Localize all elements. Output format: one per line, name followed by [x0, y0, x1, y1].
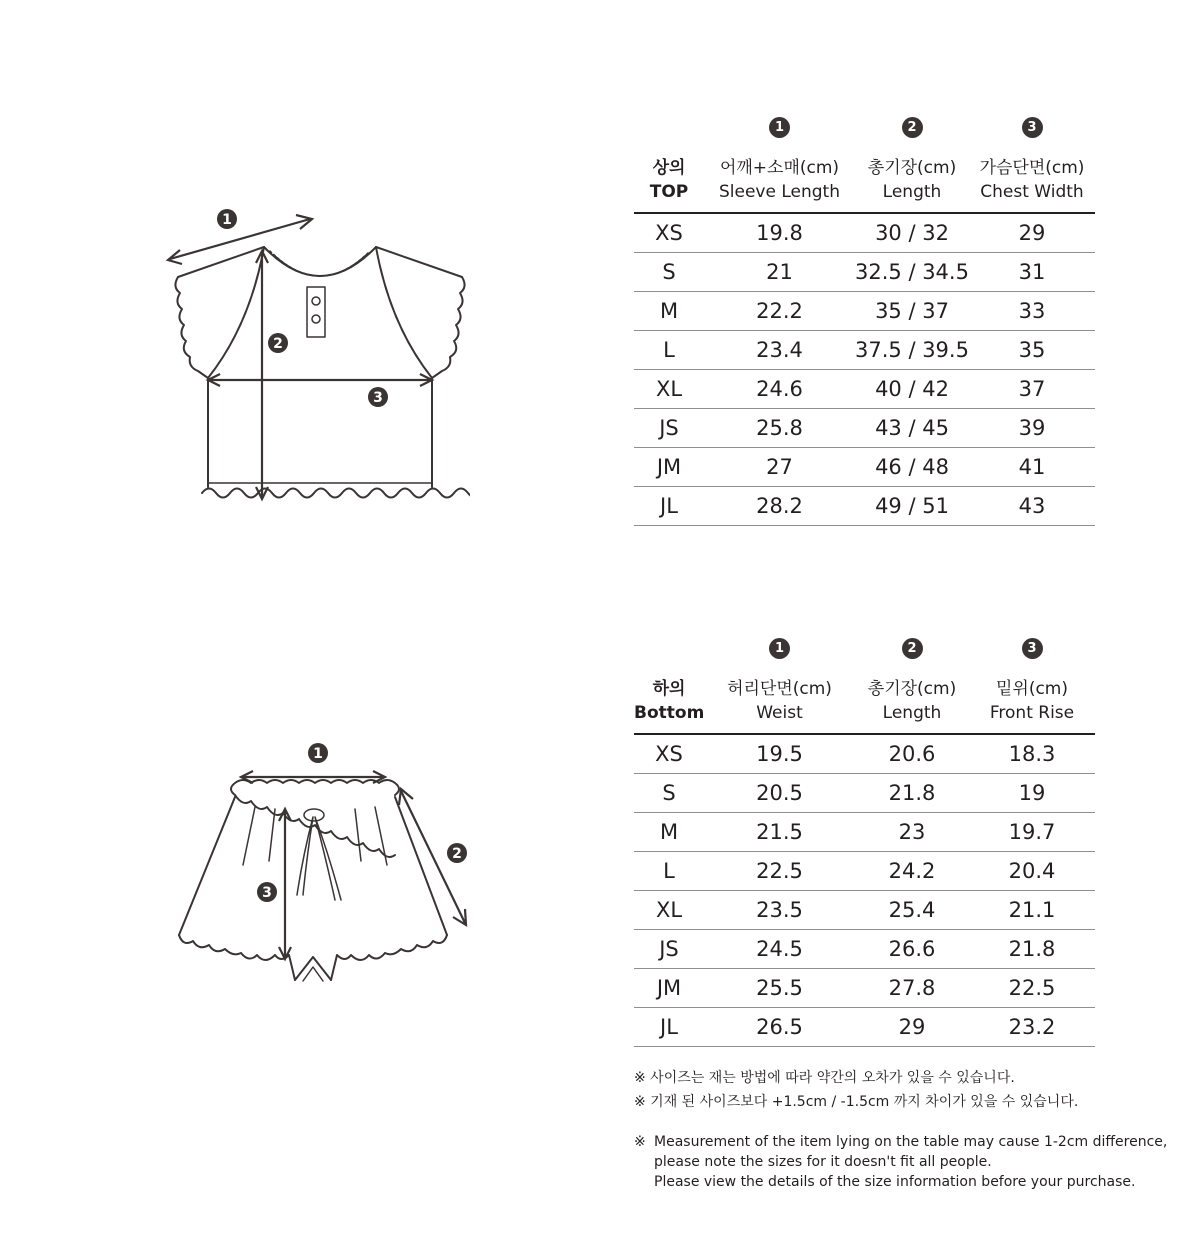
front-rise-arrow	[279, 809, 291, 959]
drawstring-left	[297, 817, 313, 895]
tshirt-placket	[307, 287, 325, 337]
badge-2	[447, 843, 467, 863]
note-line: Please view the details of the size information before your purchase.	[654, 1174, 1136, 1190]
bottom-size-table	[634, 631, 1095, 1047]
table-row: L 23.4 37.5 / 39.5 35	[634, 331, 1095, 370]
svg-text:3: 3	[262, 885, 272, 901]
badge-2	[268, 333, 288, 353]
sleeve-length-arrow	[168, 215, 312, 264]
table-row: JL 26.5 29 23.2	[634, 1008, 1095, 1047]
table-row: M 22.2 35 / 37 33	[634, 292, 1095, 331]
header-row	[634, 665, 1095, 734]
column-header-length: 총기장(cm) Length	[855, 144, 969, 213]
button-icon	[312, 315, 320, 323]
column-number-badge: 2	[902, 117, 923, 138]
table-row: XL 24.6 40 / 42 37	[634, 370, 1095, 409]
shorts-crotch-seam	[303, 967, 323, 981]
column-number-badge: 3	[1022, 638, 1043, 659]
shorts-left-hem	[179, 935, 295, 980]
number-row	[634, 110, 1095, 144]
shorts-right-hem	[331, 935, 447, 980]
table-row: JM 25.5 27.8 22.5	[634, 969, 1095, 1008]
chest-width-arrow	[208, 374, 432, 386]
table-row: JS 25.8 43 / 45 39	[634, 409, 1095, 448]
column-number-badge: 1	[769, 638, 790, 659]
table-row: S 20.5 21.8 19	[634, 774, 1095, 813]
shorts-left-side	[179, 797, 235, 935]
number-row	[634, 631, 1095, 665]
svg-text:1: 1	[222, 212, 232, 228]
badge-1	[308, 743, 328, 763]
english-note	[634, 1132, 1167, 1192]
tshirt-left-shoulder	[178, 247, 264, 277]
column-header-sleeve: 어깨+소매(cm) Sleeve Length	[704, 144, 855, 213]
tshirt-right-raglan	[376, 247, 432, 378]
shorts-crotch	[295, 957, 331, 980]
button-icon	[312, 297, 320, 305]
waistband-bottom	[235, 795, 395, 857]
table-label: 상의 TOP	[634, 144, 704, 213]
note-line: ※ 사이즈는 재는 방법에 따라 약간의 오차가 있을 수 있습니다.	[634, 1070, 1015, 1086]
tshirt-hem-ruffle	[202, 489, 470, 498]
tshirt-left-sleeve-ruffle	[175, 277, 208, 378]
note-line: please note the sizes for it doesn't fit all people.	[654, 1154, 992, 1170]
table-row: JL 28.2 49 / 51 43	[634, 487, 1095, 526]
column-header-length: 총기장(cm) Length	[855, 665, 969, 734]
table-label: 하의 Bottom	[634, 665, 704, 734]
table-row: S 21 32.5 / 34.5 31	[634, 253, 1095, 292]
badge-3	[257, 882, 277, 902]
drawstring-bow	[304, 809, 324, 821]
shorts-drawing	[165, 735, 485, 995]
column-number-badge: 3	[1022, 117, 1043, 138]
badge-3	[368, 387, 388, 407]
top-illustration	[150, 195, 470, 525]
svg-text:1: 1	[313, 746, 323, 762]
table-row: L 22.5 24.2 20.4	[634, 852, 1095, 891]
length-arrow	[256, 251, 268, 499]
column-header-front-rise: 밑위(cm) Front Rise	[969, 665, 1095, 734]
drawstring-right	[315, 817, 341, 900]
tshirt-right-shoulder	[376, 247, 462, 277]
column-header-chest: 가슴단면(cm) Chest Width	[969, 144, 1095, 213]
badge-1	[217, 209, 237, 229]
bottom-illustration	[165, 735, 485, 995]
note-mark: ※	[634, 1134, 646, 1150]
svg-text:3: 3	[373, 390, 383, 406]
table-row: JM 27 46 / 48 41	[634, 448, 1095, 487]
svg-text:2: 2	[452, 846, 462, 862]
table-row: XL 23.5 25.4 21.1	[634, 891, 1095, 930]
column-header-waist: 허리단면(cm) Weist	[704, 665, 855, 734]
svg-text:2: 2	[273, 336, 283, 352]
column-number-badge: 2	[902, 638, 923, 659]
table-row: M 21.5 23 19.7	[634, 813, 1095, 852]
table-row: XS 19.5 20.6 18.3	[634, 734, 1095, 774]
column-number-badge: 1	[769, 117, 790, 138]
shorts-right-side	[395, 797, 447, 935]
tshirt-right-sleeve-ruffle	[432, 277, 465, 378]
tshirt-left-raglan	[208, 247, 264, 378]
top-size-table	[634, 110, 1095, 526]
table-row: JS 24.5 26.6 21.8	[634, 930, 1095, 969]
tshirt-drawing	[150, 195, 470, 525]
note-line: ※ 기재 된 사이즈보다 +1.5cm / -1.5cm 까지 차이가 있을 수 있습니다.	[634, 1094, 1079, 1110]
shorts-gathers	[243, 807, 387, 865]
note-line: Measurement of the item lying on the table may cause 1-2cm difference,	[654, 1134, 1168, 1150]
tshirt-neck-stitch	[270, 251, 370, 276]
header-row	[634, 144, 1095, 213]
korean-notes	[634, 1066, 1078, 1114]
table-row: XS 19.8 30 / 32 29	[634, 213, 1095, 253]
